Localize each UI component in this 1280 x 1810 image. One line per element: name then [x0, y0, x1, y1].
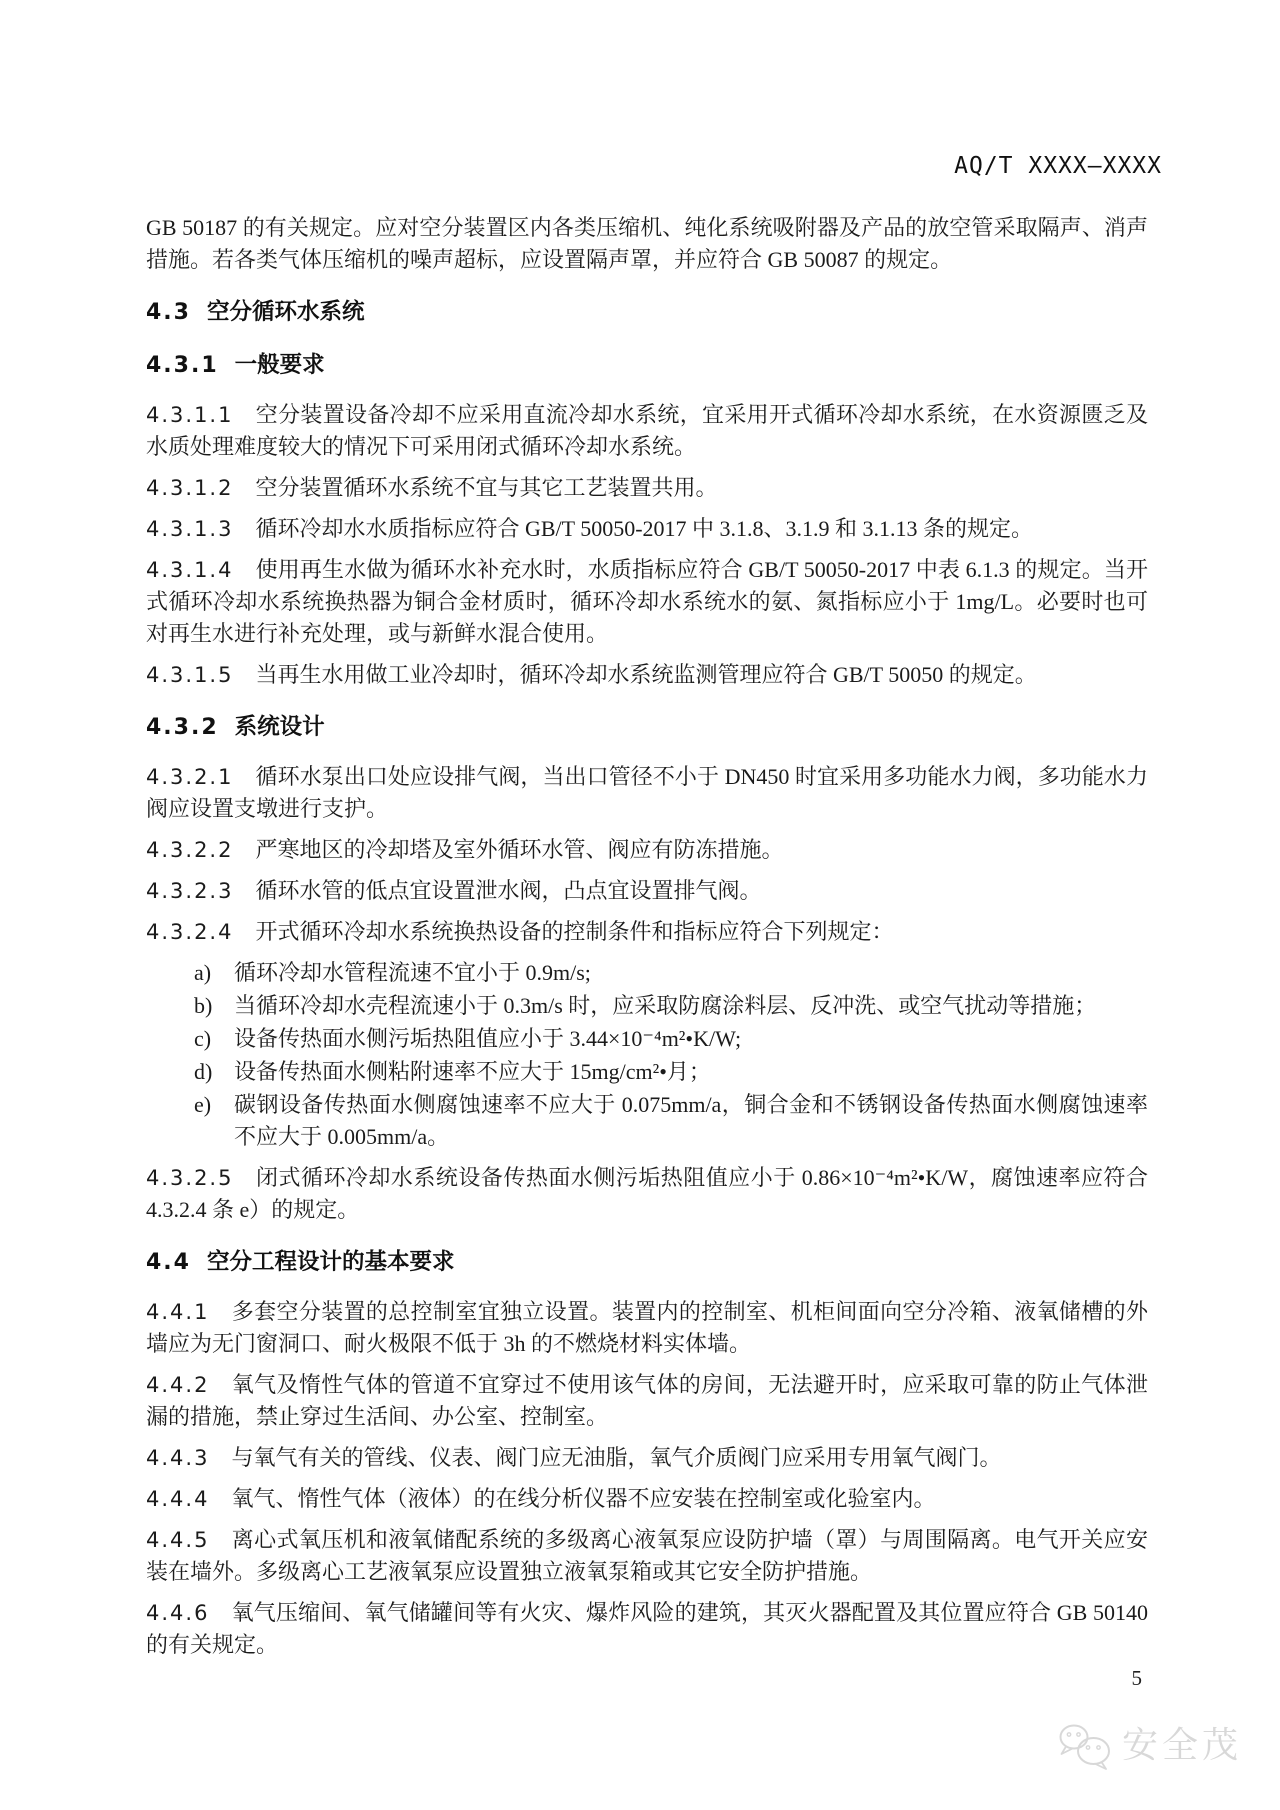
clause-number: 4.4.5: [146, 1528, 210, 1552]
watermark: [1056, 1722, 1242, 1770]
clause-4-3-1-2: [146, 472, 1148, 504]
list-item-b: [146, 990, 1148, 1022]
clause-number: 4.4.1: [146, 1300, 210, 1324]
clause-text: 严寒地区的冷却塔及室外循环水管、阀应有防冻措施。: [255, 837, 784, 862]
list-item-letter: d): [194, 1059, 213, 1084]
clause-number: 4.3.2.1: [146, 765, 234, 789]
clause-4-3-2-1: [146, 761, 1148, 825]
clause-4-3-2-4: [146, 916, 1148, 948]
clause-text: 离心式氧压机和液氧储配系统的多级离心液氧泵应设防护墙（罩）与周围隔离。电气开关应安装在墙外。多级离心工艺液氧泵应设置独立液氧泵箱或其它安全防护措施。: [146, 1527, 1148, 1584]
heading-number: 4.3.1: [146, 353, 219, 378]
clause-text: 空分装置循环水系统不宜与其它工艺装置共用。: [255, 475, 718, 500]
clause-text: 开式循环冷却水系统换热设备的控制条件和指标应符合下列规定：: [255, 919, 894, 944]
list-item-c: [146, 1023, 1148, 1055]
clause-number: 4.3.1.2: [146, 476, 234, 500]
heading-title: 系统设计: [234, 714, 325, 740]
paragraph: GB 50187 的有关规定。应对空分装置区内各类压缩机、纯化系统吸附器及产品的放空管采取隔声、消声措施。若各类气体压缩机的噪声超标，应设置隔声罩，并应符合 GB 50087 的规定。: [146, 215, 1148, 272]
clause-number: 4.3.2.3: [146, 879, 234, 903]
page-number: 5: [1131, 1666, 1142, 1690]
clause-text: 多套空分装置的总控制室宜独立设置。装置内的控制室、机柜间面向空分冷箱、液氧储槽的外墙应为无门窗洞口、耐火极限不低于 3h 的不燃烧材料实体墙。: [146, 1299, 1148, 1356]
list-item-text: 当循环冷却水壳程流速小于 0.3m/s 时，应采取防腐涂料层、反冲洗、或空气扰动等措施；: [234, 993, 1097, 1018]
clause-4-4-1: [146, 1296, 1148, 1360]
list-item-text: 设备传热面水侧粘附速率不应大于 15mg/cm²•月；: [234, 1059, 711, 1084]
clause-text: 氧气压缩间、氧气储罐间等有火灾、爆炸风险的建筑，其灭火器配置及其位置应符合 GB 50140 的有关规定。: [146, 1600, 1148, 1657]
clause-text: 使用再生水做为循环水补充水时，水质指标应符合 GB/T 50050-2017 中表 6.1.3 的规定。当开式循环冷却水系统换热器为铜合金材质时，循环冷却水系统水的氨、氮指标应小于 1mg/L。必要时也可对再生水进行补充处理，或与新鲜水混合使用。: [146, 557, 1148, 646]
clause-4-3-1-4: [146, 554, 1148, 650]
watermark-label: 安全茂: [1121, 1725, 1242, 1766]
section-heading-4-3: [146, 296, 1148, 329]
list-item-e: [146, 1089, 1148, 1153]
clause-4-4-2: [146, 1369, 1148, 1433]
clause-text: 循环水管的低点宜设置泄水阀，凸点宜设置排气阀。: [255, 878, 762, 903]
clause-number: 4.3.1.4: [146, 558, 234, 582]
clause-text: 循环冷却水水质指标应符合 GB/T 50050-2017 中 3.1.8、3.1.9 和 3.1.13 条的规定。: [255, 516, 1034, 541]
clause-text: 氧气、惰性气体（液体）的在线分析仪器不应安装在控制室或化验室内。: [231, 1486, 936, 1511]
clause-number: 4.4.2: [146, 1373, 210, 1397]
clause-number: 4.3.1.5: [146, 663, 234, 687]
clause-number: 4.3.2.4: [146, 920, 234, 944]
document-body: [146, 212, 1148, 1670]
wechat-icon: [1056, 1722, 1114, 1770]
clause-4-3-2-2: [146, 834, 1148, 866]
clause-text: 闭式循环冷却水系统设备传热面水侧污垢热阻值应小于 0.86×10⁻⁴m²•K/W，腐蚀速率应符合 4.3.2.4 条 e）的规定。: [146, 1165, 1148, 1222]
section-heading-4-3-2: [146, 711, 1148, 744]
clause-4-3-1-3: [146, 513, 1148, 545]
heading-number: 4.4: [146, 1250, 191, 1275]
clause-number: 4.3.1.3: [146, 517, 234, 541]
list-item-letter: e): [194, 1092, 212, 1117]
clause-number: 4.4.3: [146, 1446, 210, 1470]
clause-number: 4.4.4: [146, 1487, 210, 1511]
clause-number: 4.3.2.5: [146, 1166, 234, 1190]
list-item-a: [146, 957, 1148, 989]
clause-text: 当再生水用做工业冷却时，循环冷却水系统监测管理应符合 GB/T 50050 的规定。: [255, 662, 1037, 687]
clause-4-4-6: [146, 1597, 1148, 1661]
clause-4-4-4: [146, 1483, 1148, 1515]
clause-4-4-5: [146, 1524, 1148, 1588]
list-item-text: 碳钢设备传热面水侧腐蚀速率不应大于 0.075mm/a，铜合金和不锈钢设备传热面水侧腐蚀速率不应大于 0.005mm/a。: [234, 1092, 1148, 1149]
clause-4-3-1-1: [146, 399, 1148, 463]
clause-text: 循环水泵出口处应设排气阀，当出口管径不小于 DN450 时宜采用多功能水力阀，多功能水力阀应设置支墩进行支护。: [146, 764, 1148, 821]
clause-number: 4.3.1.1: [146, 403, 234, 427]
heading-title: 空分工程设计的基本要求: [206, 1249, 455, 1275]
clause-4-3-2-5: [146, 1162, 1148, 1226]
list-item-text: 循环冷却水管程流速不宜小于 0.9m/s;: [234, 960, 591, 985]
section-heading-4-4: [146, 1246, 1148, 1279]
heading-number: 4.3: [146, 300, 191, 325]
list-item-letter: a): [194, 960, 212, 985]
list-item-d: [146, 1056, 1148, 1088]
heading-number: 4.3.2: [146, 715, 219, 740]
clause-number: 4.4.6: [146, 1601, 210, 1625]
list-item-text: 设备传热面水侧污垢热阻值应小于 3.44×10⁻⁴m²•K/W;: [234, 1026, 742, 1051]
clause-number: 4.3.2.2: [146, 838, 234, 862]
section-heading-4-3-1: [146, 349, 1148, 382]
clause-4-3-2-3: [146, 875, 1148, 907]
clause-text: 空分装置设备冷却不应采用直流冷却水系统，宜采用开式循环冷却水系统，在水资源匮乏及水质处理难度较大的情况下可采用闭式循环冷却水系统。: [146, 402, 1148, 459]
standard-code-header: AQ/T XXXX—XXXX: [954, 153, 1162, 179]
clause-4-3-1-5: [146, 659, 1148, 691]
list-item-letter: c): [194, 1026, 212, 1051]
heading-title: 一般要求: [234, 352, 325, 378]
clause-text: 与氧气有关的管线、仪表、阀门应无油脂，氧气介质阀门应采用专用氧气阀门。: [231, 1445, 1002, 1470]
list-item-letter: b): [194, 993, 213, 1018]
clause-4-4-3: [146, 1442, 1148, 1474]
heading-title: 空分循环水系统: [206, 299, 365, 325]
clause-text: 氧气及惰性气体的管道不宜穿过不使用该气体的房间，无法避开时，应采取可靠的防止气体泄漏的措施，禁止穿过生活间、办公室、控制室。: [146, 1372, 1148, 1429]
